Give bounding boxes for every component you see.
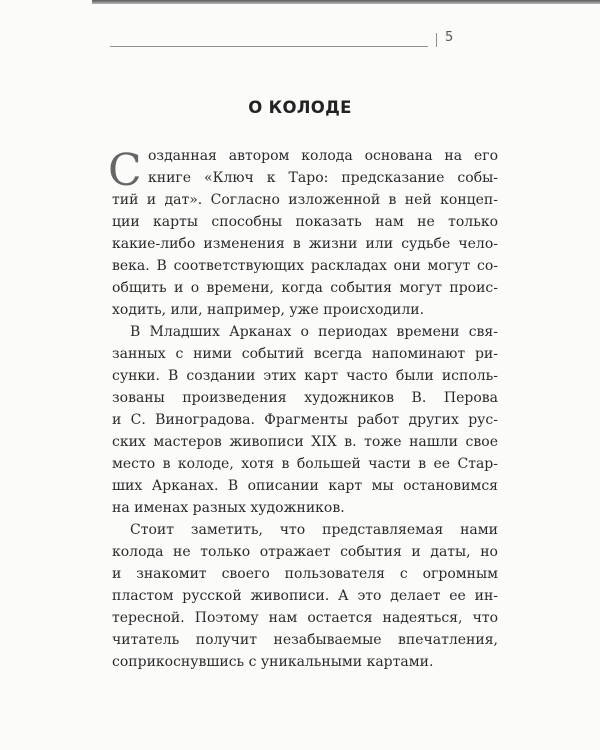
- text-line: Стоит заметить, что представляемая нами: [130, 522, 498, 538]
- text-line: занных с ними событий всегда напоминают ри-: [112, 346, 498, 362]
- text-line: место в колоде, хотя в большей части в ее Стар-: [112, 456, 498, 472]
- text-line: колода не только отражает события и даты, но: [112, 544, 498, 560]
- paragraph-1: [108, 145, 498, 321]
- chapter-title: О КОЛОДЕ: [248, 98, 352, 117]
- text-line: книге «Ключ к Таро: предсказание собы-: [148, 170, 498, 186]
- text-line: ских мастеров живописи XIX в. тоже нашли свое: [112, 434, 498, 450]
- page-number: 5: [445, 30, 454, 45]
- text-line: тересной. Поэтому нам остается надеяться, что: [112, 610, 498, 626]
- drop-cap: С: [108, 145, 142, 196]
- text-line: на именах разных художников.: [112, 500, 345, 516]
- text-line: ходить, или, например, уже происходили.: [112, 302, 425, 318]
- text-line: соприкоснувшись с уникальными картами.: [112, 654, 434, 670]
- header-separator: [436, 33, 437, 47]
- chapter-body: [108, 145, 498, 673]
- header-rule: [110, 46, 428, 47]
- line-text: озданная автором колода основана на его: [148, 148, 498, 164]
- text-line: какие-либо изменения в жизни или судьбе чело-: [112, 236, 498, 252]
- text-line: общить и о времени, когда события могут проис-: [112, 280, 498, 296]
- text-line: и С. Виноградова. Фрагменты работ других рус-: [112, 412, 498, 428]
- text-line: зованы произведения художников В. Перова: [112, 390, 498, 406]
- page-top-edge: [92, 0, 600, 4]
- text-line: тий и дат». Согласно изложенной в ней концеп-: [112, 192, 498, 208]
- text-line: пластом русской живописи. А это делает ее ин-: [112, 588, 498, 604]
- text-line: сунки. В создании этих карт часто были исполь-: [112, 368, 498, 384]
- text-line: века. В соответствующих раскладах они могут со-: [112, 258, 498, 274]
- paragraph-3: [112, 519, 498, 673]
- paragraph-2: [112, 321, 498, 519]
- text-line: и знакомит своего пользователя с огромным: [112, 566, 498, 582]
- text-line: ших Арканах. В описании карт мы остановимся: [112, 478, 498, 494]
- text-line: читатель получит незабываемые впечатления,: [112, 632, 498, 648]
- text-line: В Младших Арканах о периодах времени свя-: [130, 324, 498, 340]
- text-line: ции карты способны показать нам не только: [112, 214, 498, 230]
